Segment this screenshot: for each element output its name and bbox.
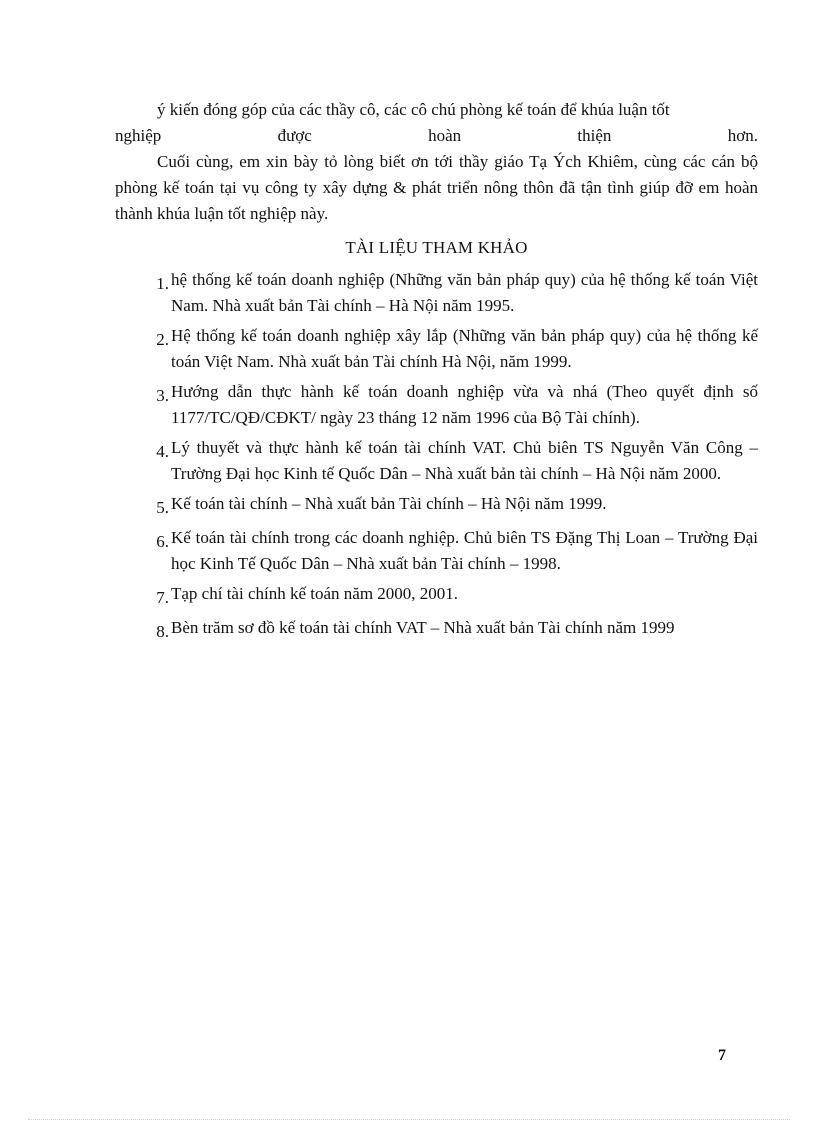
reference-item: [115, 615, 758, 645]
reference-item: [115, 267, 758, 319]
reference-number: 8.: [156, 622, 169, 641]
reference-text: Kế toán tài chính trong các doanh nghiệp. Chủ biên TS Đặng Thị Loan – Trường Đại học Kinh Tế Quốc Dân – Nhà xuất bản Tài chính – 1998.: [171, 528, 758, 573]
word: nghiệp: [115, 126, 162, 145]
reference-number: 5.: [156, 498, 169, 517]
reference-text: Kế toán tài chính – Nhà xuất bản Tài chính – Hà Nội năm 1999.: [171, 494, 607, 513]
reference-text: Lý thuyết và thực hành kế toán tài chính VAT. Chủ biên TS Nguyễn Văn Công – Trường Đại học Kinh tế Quốc Dân – Nhà xuất bản tài chính – Hà Nội năm 2000.: [171, 438, 758, 483]
reference-item: [115, 435, 758, 487]
word: thiện: [577, 126, 612, 145]
document-body: [115, 97, 758, 649]
reference-number: 1.: [156, 274, 169, 293]
reference-text: hệ thống kế toán doanh nghiệp (Những văn bản pháp quy) của hệ thống kế toán Việt Nam. Nhà xuất bản Tài chính – Hà Nội năm 1995.: [171, 270, 758, 315]
word: hơn.: [727, 126, 758, 145]
word: hoàn: [428, 126, 462, 145]
closing-paragraph-line-1: ý kiến đóng góp của các thầy cô, các cô chú phòng kế toán để khúa luận tốt: [157, 100, 670, 119]
reference-number: 6.: [156, 532, 169, 551]
reference-number: 3.: [156, 386, 169, 405]
reference-item: [115, 581, 758, 611]
reference-number: 4.: [156, 442, 169, 461]
reference-item: [115, 379, 758, 431]
page-number: 7: [718, 1047, 726, 1064]
reference-text: Hướng dẫn thực hành kế toán doanh nghiệp vừa và nhá (Theo quyết định số 1177/TC/QĐ/CĐKT/ ngày 23 tháng 12 năm 1996 của Bộ Tài chính).: [171, 382, 758, 427]
reference-item: [115, 323, 758, 375]
closing-paragraph-line-2: [115, 123, 758, 149]
reference-number: 2.: [156, 330, 169, 349]
reference-text: Bèn trăm sơ đồ kế toán tài chính VAT – Nhà xuất bản Tài chính năm 1999: [171, 618, 675, 637]
footer-divider: [28, 1119, 790, 1120]
reference-list: [115, 267, 758, 645]
acknowledgement-paragraph: Cuối cùng, em xin bày tỏ lòng biết ơn tới thầy giáo Tạ Ých Khiêm, cùng các cán bộ phòng kế toán tại vụ công ty xây dựng & phát triển nông thôn đã tận tình giúp đỡ em hoàn thành khúa luận tốt nghiệp này.: [115, 152, 758, 223]
reference-text: Tạp chí tài chính kế toán năm 2000, 2001.: [171, 584, 459, 603]
reference-item: [115, 491, 758, 521]
word: được: [277, 126, 312, 145]
reference-text: Hệ thống kế toán doanh nghiệp xây lắp (Những văn bản pháp quy) của hệ thống kế toán Việt Nam. Nhà xuất bản Tài chính Hà Nội, năm 1999.: [171, 326, 758, 371]
reference-number: 7.: [156, 588, 169, 607]
references-heading: TÀI LIỆU THAM KHẢO: [345, 238, 528, 257]
reference-item: [115, 525, 758, 577]
